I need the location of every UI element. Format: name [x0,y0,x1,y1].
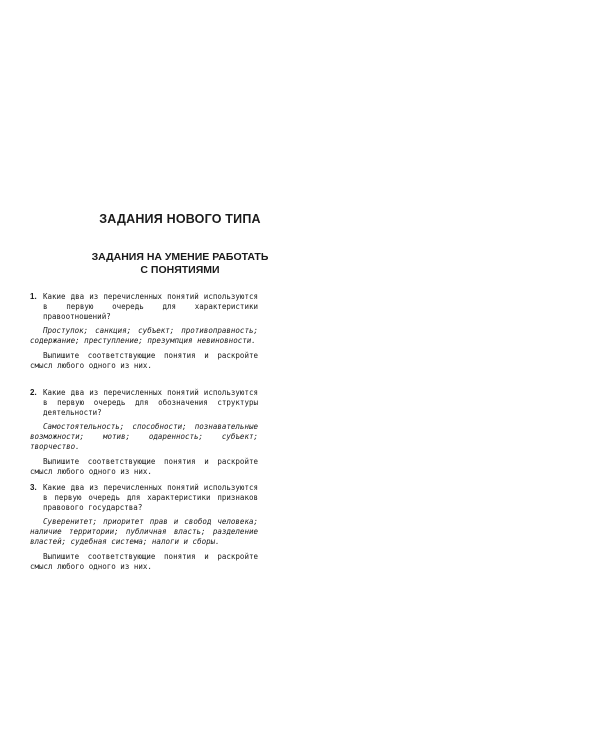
task-item-3 [30,483,258,572]
subsection-title-line1: ЗАДАНИЯ НА УМЕНИЕ РАБОТАТЬ [91,251,269,263]
task-question: Какие два из перечисленных понятий используются в первую очередь для характеристики признаков правового государства? [43,483,258,512]
task-instruction: Выпишите соответствующие понятия и раскройте смысл любого одного из них. [30,552,258,571]
subsection-title-line2: С ПОНЯТИЯМИ [140,264,220,276]
task-number: 2. [30,388,37,397]
section-title: ЗАДАНИЯ НОВОГО ТИПА [99,212,261,226]
subsection-title [60,251,300,277]
task-terms: Суверенитет; приоритет прав и свобод человека; наличие территории; публичная власть; разделение властей; судебная система; налоги и сборы. [30,517,258,546]
task-question: Какие два из перечисленных понятий используются в первую очередь для характеристики правоотношений? [43,292,258,321]
task-number: 1. [30,292,37,301]
task-instruction: Выпишите соответствующие понятия и раскройте смысл любого одного из них. [30,457,258,476]
task-question: Какие два из перечисленных понятий используются в первую очередь для обозначения структуры деятельности? [43,388,258,417]
task-instruction: Выпишите соответствующие понятия и раскройте смысл любого одного из них. [30,351,258,370]
task-item-1 [30,292,258,371]
task-terms: Проступок; санкция; субъект; противоправность; содержание; преступление; презумпция невиновности. [30,326,258,345]
task-terms: Самостоятельность; способности; познавательные возможности; мотив; одаренность; субъект; творчество. [30,422,258,451]
task-number: 3. [30,483,37,492]
right-page [300,0,600,750]
task-item-2 [30,388,258,477]
